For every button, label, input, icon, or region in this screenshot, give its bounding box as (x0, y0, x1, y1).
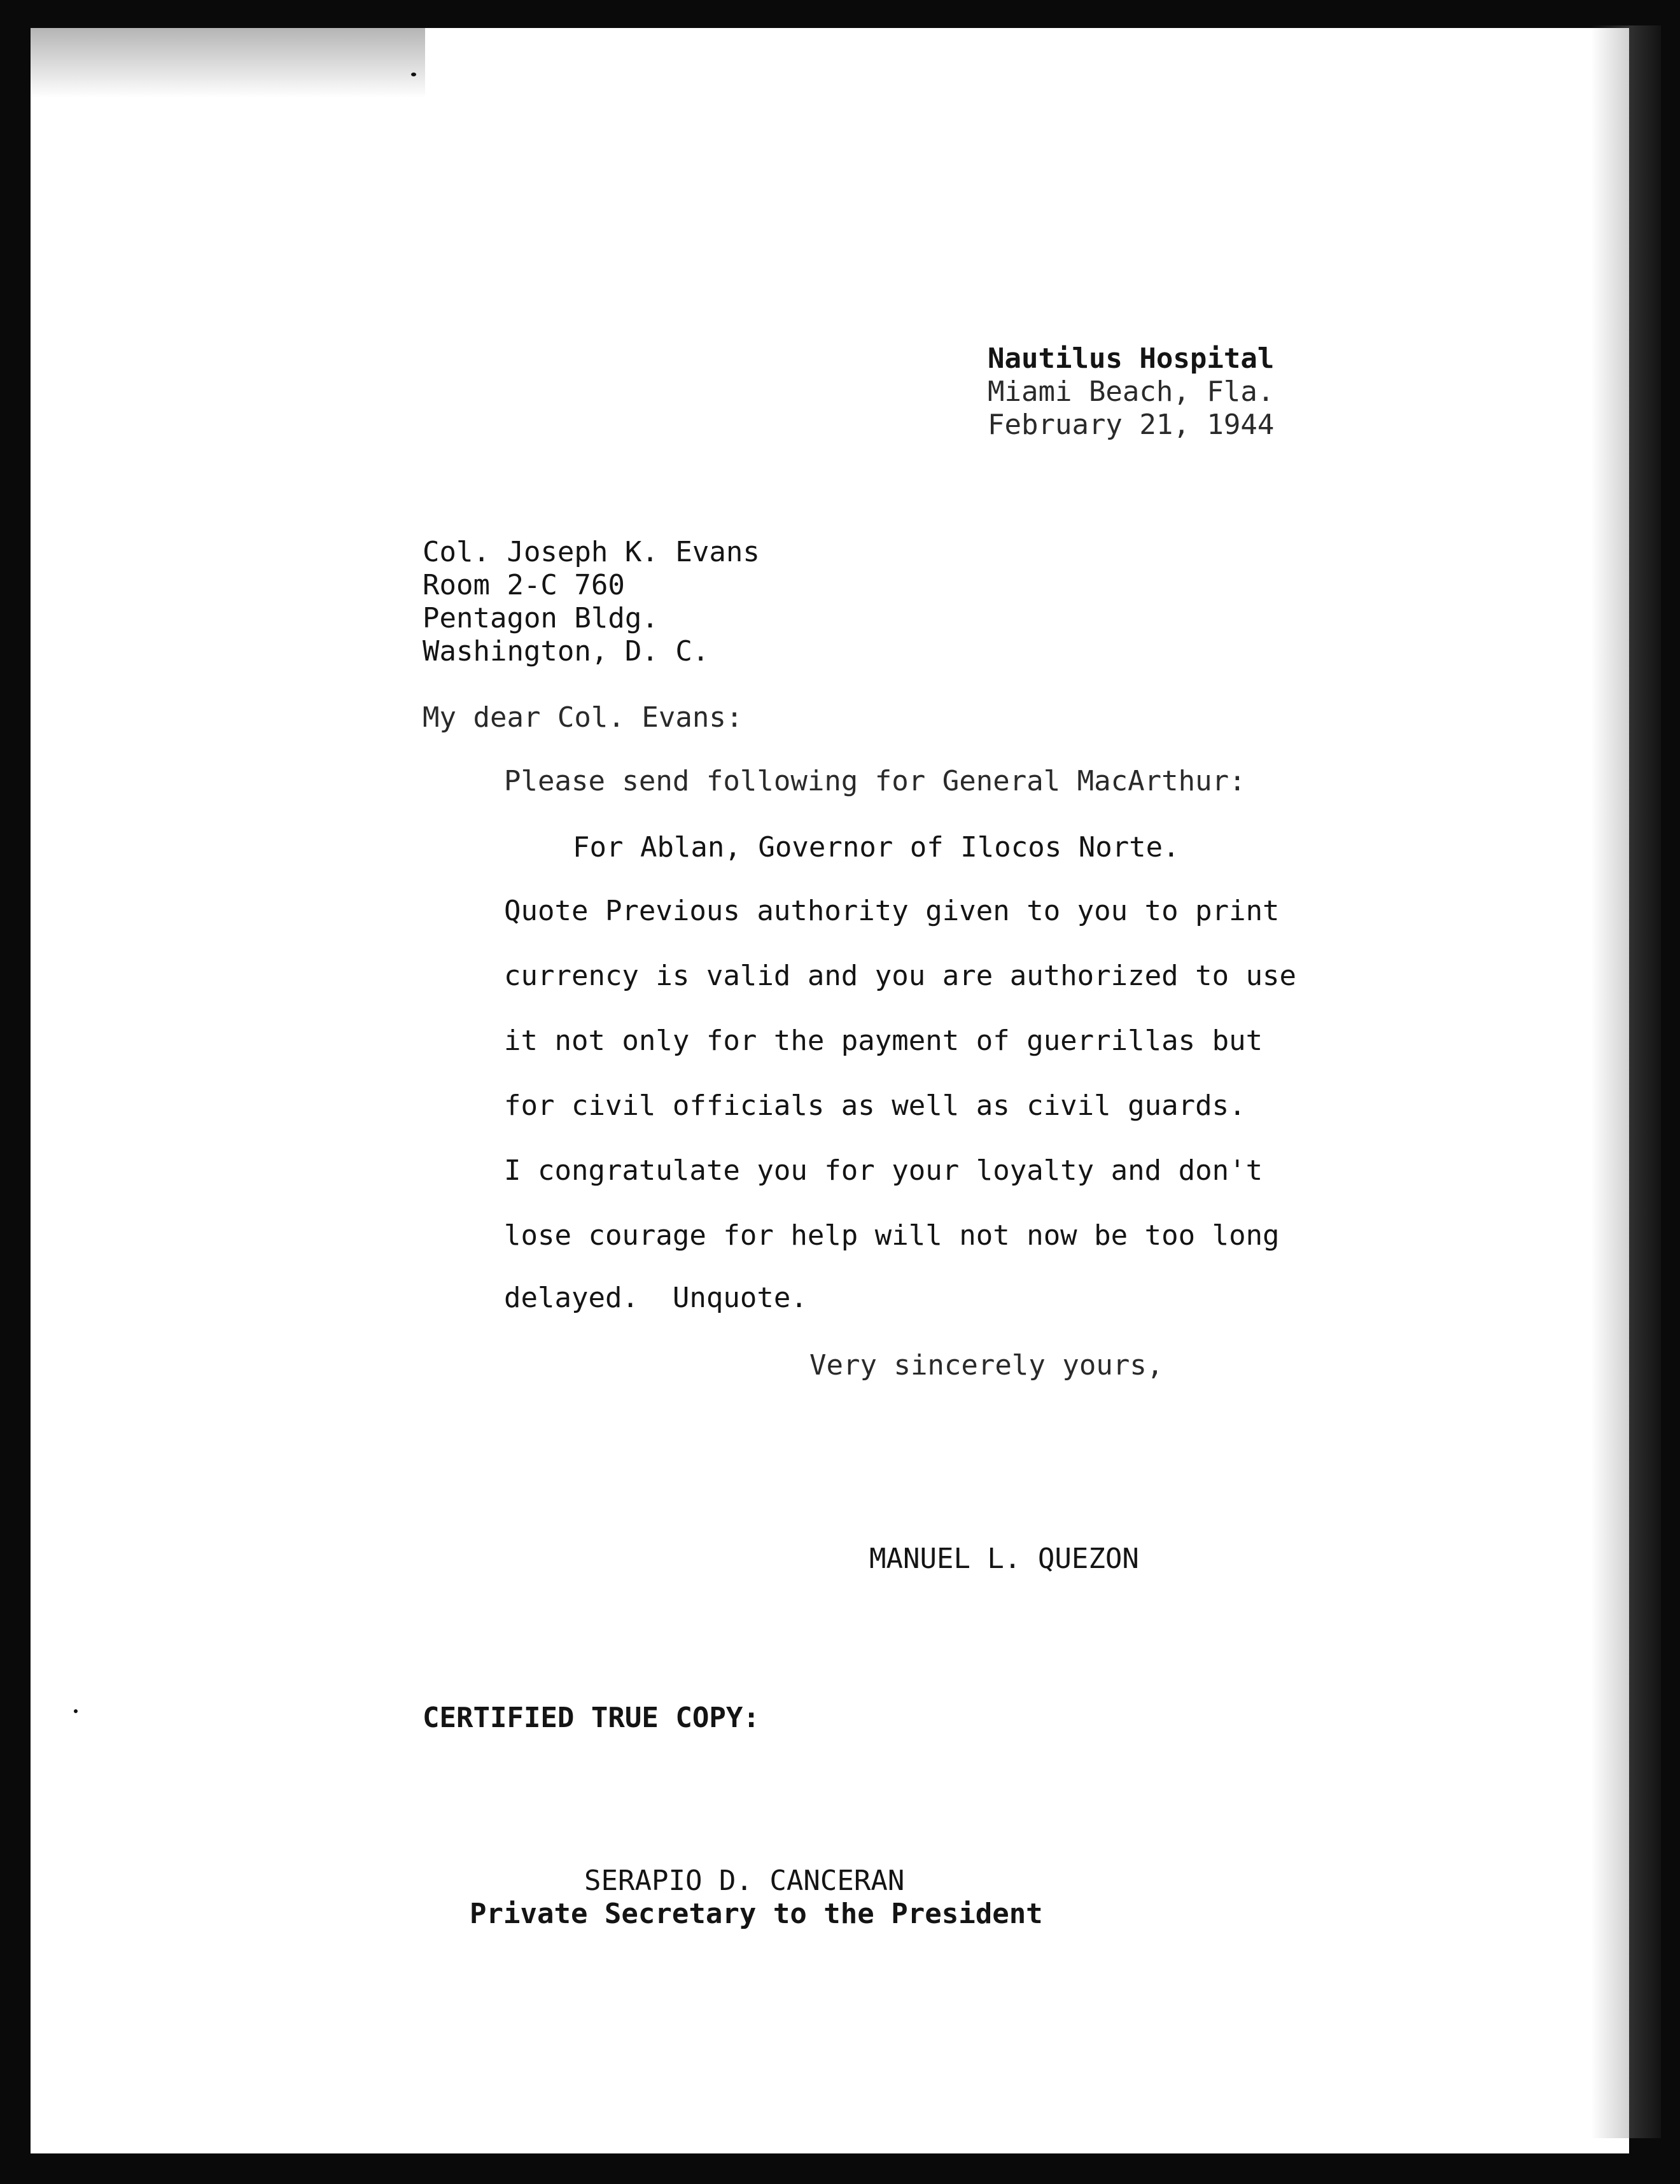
message-line: currency is valid and you are authorized to use (504, 960, 1297, 992)
scan-speck (74, 1709, 78, 1713)
message-header: For Ablan, Governor of Ilocos Norte. (573, 831, 1180, 864)
closing: Very sincerely yours, (809, 1349, 1164, 1382)
salutation: My dear Col. Evans: (423, 701, 743, 734)
message-line: for civil officials as well as civil guards. (504, 1089, 1246, 1122)
message-line: lose courage for help will not now be too long (504, 1219, 1280, 1252)
scan-speck (411, 73, 416, 76)
recipient-city: Washington, D. C. (423, 635, 710, 668)
message-line: I congratulate you for your loyalty and don't (504, 1154, 1263, 1187)
certifier-title: Private Secretary to the President (470, 1898, 1043, 1930)
scan-shadow-right (1591, 25, 1661, 2138)
recipient-room: Room 2-C 760 (423, 569, 625, 601)
message-line: delayed. Unquote. (504, 1282, 808, 1314)
recipient-name: Col. Joseph K. Evans (423, 536, 760, 568)
recipient-building: Pentagon Bldg. (423, 602, 659, 634)
signer-name: MANUEL L. QUEZON (869, 1543, 1139, 1575)
letterhead-line-1: Nautilus Hospital (988, 342, 1275, 375)
message-line: Quote Previous authority given to you to print (504, 895, 1280, 927)
intro-line: Please send following for General MacArthur: (504, 765, 1246, 797)
certifier-name: SERAPIO D. CANCERAN (584, 1865, 905, 1897)
message-line: it not only for the payment of guerrillas but (504, 1025, 1263, 1057)
letterhead-line-2: Miami Beach, Fla. (988, 375, 1275, 408)
letter-date: February 21, 1944 (988, 409, 1275, 441)
certification-label: CERTIFIED TRUE COPY: (423, 1702, 760, 1734)
scan-shadow-top (31, 28, 425, 98)
